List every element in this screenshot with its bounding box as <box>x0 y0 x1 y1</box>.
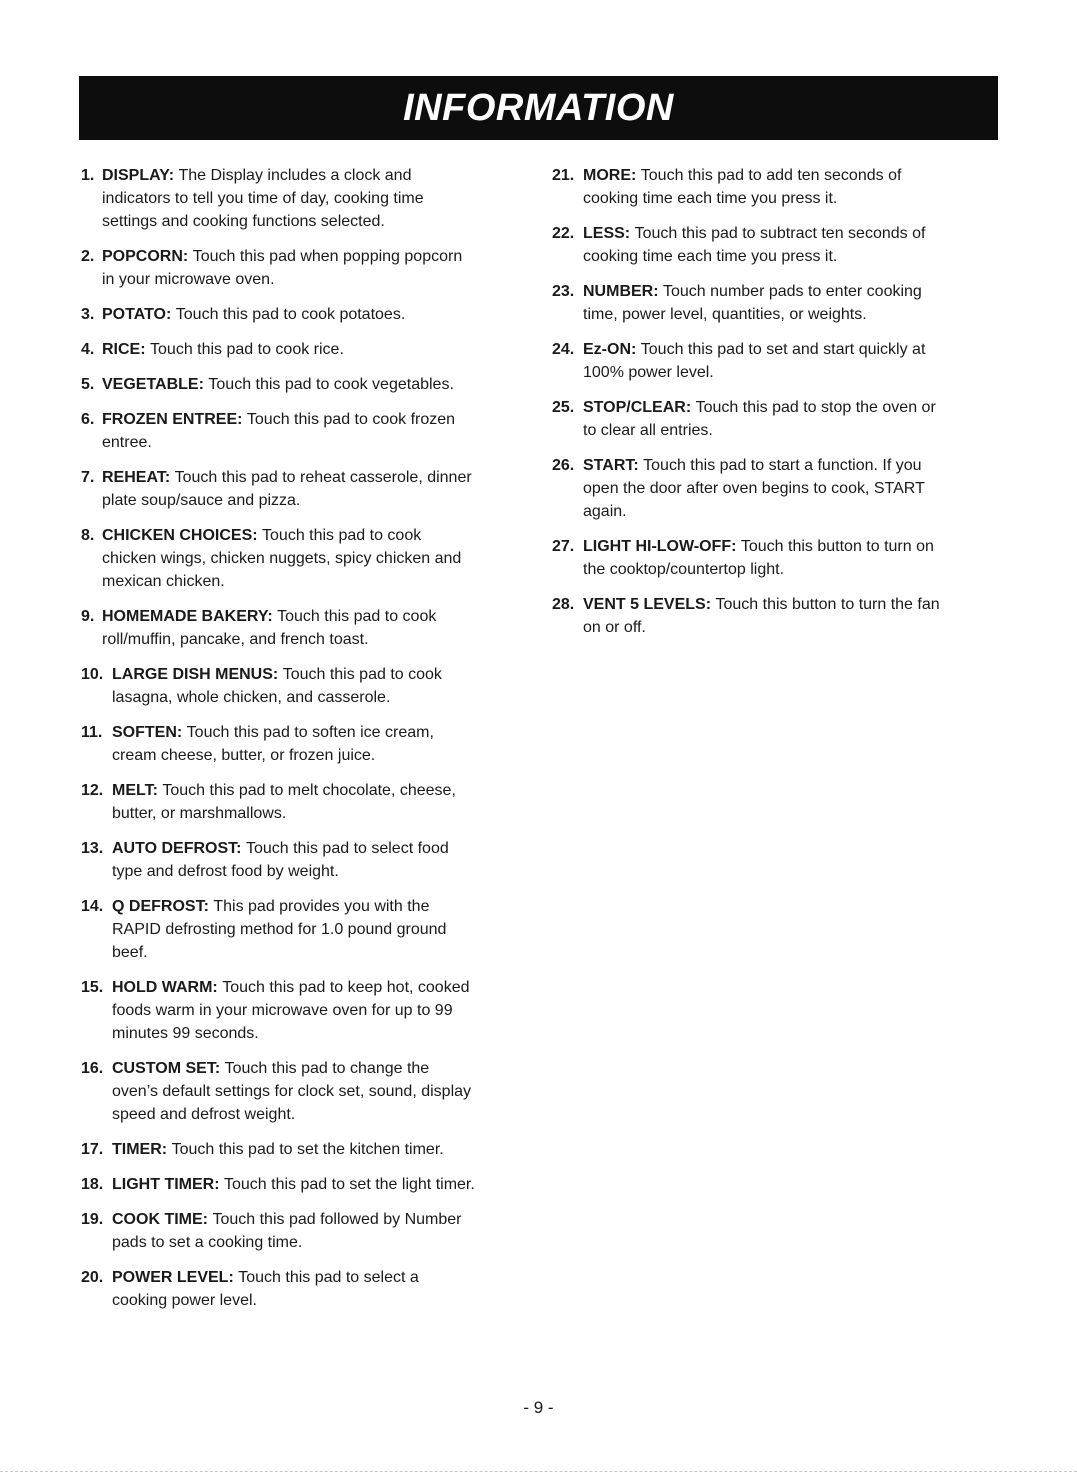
item-description: settings and cooking functions selected. <box>102 213 385 230</box>
item-number: 3. <box>81 306 95 323</box>
item-label: TIMER: <box>112 1141 168 1158</box>
item-label: SOFTEN: <box>112 724 183 741</box>
item-description: the cooktop/countertop light. <box>583 561 785 578</box>
item-description: roll/muffin, pancake, and french toast. <box>102 631 369 648</box>
list-item <box>81 1057 531 1126</box>
list-item <box>81 605 531 651</box>
item-label: CHICKEN CHOICES: <box>102 527 258 544</box>
item-description: Touch this pad to set the kitchen timer. <box>171 1141 444 1158</box>
list-item <box>81 1138 531 1161</box>
item-number: 19. <box>81 1211 104 1228</box>
item-number: 17. <box>81 1141 104 1158</box>
item-description: again. <box>583 503 627 520</box>
list-item <box>81 524 531 593</box>
item-number: 8. <box>81 527 95 544</box>
item-description: entree. <box>102 434 152 451</box>
list-item <box>552 454 997 523</box>
list-item <box>81 373 531 396</box>
item-number: 12. <box>81 782 104 799</box>
item-label: LIGHT TIMER: <box>112 1176 220 1193</box>
item-label: CUSTOM SET: <box>112 1060 221 1077</box>
item-description: Touch this pad to melt chocolate, cheese, <box>162 782 456 799</box>
item-label: LARGE DISH MENUS: <box>112 666 279 683</box>
item-description: Touch this pad when popping popcorn <box>192 248 463 265</box>
item-label: COOK TIME: <box>112 1211 208 1228</box>
list-item <box>81 303 531 326</box>
item-description: oven’s default settings for clock set, sound, display <box>112 1083 472 1100</box>
item-number: 4. <box>81 341 95 358</box>
item-label: REHEAT: <box>102 469 171 486</box>
item-number: 5. <box>81 376 95 393</box>
item-description: type and defrost food by weight. <box>112 863 339 880</box>
item-number: 14. <box>81 898 104 915</box>
list-item <box>552 593 997 639</box>
item-description: Touch number pads to enter cooking <box>663 283 922 300</box>
list-item <box>552 222 997 268</box>
item-description: in your microwave oven. <box>102 271 275 288</box>
item-description: indicators to tell you time of day, cooking time <box>102 190 424 207</box>
list-item <box>552 338 997 384</box>
list-item <box>81 779 531 825</box>
item-description: The Display includes a clock and <box>178 167 412 184</box>
item-label: NUMBER: <box>583 283 659 300</box>
item-label: START: <box>583 457 639 474</box>
list-item <box>552 164 997 210</box>
list-item <box>81 164 531 233</box>
item-description: cream cheese, butter, or frozen juice. <box>112 747 376 764</box>
item-number: 24. <box>552 341 575 358</box>
item-number: 22. <box>552 225 575 242</box>
item-number: 10. <box>81 666 104 683</box>
item-description: Touch this pad to cook potatoes. <box>175 306 406 323</box>
item-description: Touch this pad to cook rice. <box>150 341 344 358</box>
item-label: HOMEMADE BAKERY: <box>102 608 273 625</box>
section-banner <box>79 76 998 140</box>
list-item <box>81 895 531 964</box>
list-item <box>81 466 531 512</box>
item-label: Ez-ON: <box>583 341 637 358</box>
item-description: 100% power level. <box>583 364 714 381</box>
item-label: HOLD WARM: <box>112 979 218 996</box>
item-description: time, power level, quantities, or weights. <box>583 306 867 323</box>
item-label: LIGHT HI-LOW-OFF: <box>583 538 737 555</box>
list-item <box>81 408 531 454</box>
item-label: FROZEN ENTREE: <box>102 411 243 428</box>
item-description: Touch this pad to set and start quickly at <box>640 341 926 358</box>
item-description: RAPID defrosting method for 1.0 pound ground <box>112 921 447 938</box>
item-description: on or off. <box>583 619 646 636</box>
item-description: Touch this pad to cook <box>262 527 422 544</box>
item-label: VEGETABLE: <box>102 376 204 393</box>
list-item <box>81 663 531 709</box>
item-label: POWER LEVEL: <box>112 1269 234 1286</box>
item-description: Touch this pad to soften ice cream, <box>186 724 434 741</box>
item-description: Touch this button to turn on <box>740 538 934 555</box>
bottom-divider <box>0 1471 1077 1472</box>
item-label: MORE: <box>583 167 637 184</box>
list-item <box>552 280 997 326</box>
item-description: Touch this pad to change the <box>224 1060 430 1077</box>
item-label: LESS: <box>583 225 631 242</box>
item-description: minutes 99 seconds. <box>112 1025 259 1042</box>
item-description: plate soup/sauce and pizza. <box>102 492 301 509</box>
item-label: STOP/CLEAR: <box>583 399 692 416</box>
page-number: - 9 - <box>523 1398 554 1417</box>
item-description: Touch this pad to add ten seconds of <box>640 167 902 184</box>
item-label: MELT: <box>112 782 158 799</box>
item-number: 15. <box>81 979 104 996</box>
item-description: Touch this pad to set the light timer. <box>224 1176 475 1193</box>
item-label: POTATO: <box>102 306 172 323</box>
item-number: 1. <box>81 167 95 184</box>
item-label: VENT 5 LEVELS: <box>583 596 712 613</box>
item-number: 28. <box>552 596 575 613</box>
item-description: Touch this pad to reheat casserole, dinner <box>174 469 472 486</box>
item-description: cooking time each time you press it. <box>583 190 838 207</box>
page-title: INFORMATION <box>403 86 674 129</box>
item-description: Touch this pad to select food <box>245 840 449 857</box>
item-description: mexican chicken. <box>102 573 225 590</box>
item-label: DISPLAY: <box>102 167 175 184</box>
item-label: RICE: <box>102 341 146 358</box>
item-description: Touch this button to turn the fan <box>715 596 940 613</box>
item-description: Touch this pad to start a function. If you <box>643 457 922 474</box>
list-item <box>81 1266 531 1312</box>
item-description: to clear all entries. <box>583 422 713 439</box>
item-description: Touch this pad followed by Number <box>212 1211 462 1228</box>
item-description: lasagna, whole chicken, and casserole. <box>112 689 391 706</box>
list-item <box>81 1173 531 1196</box>
item-number: 23. <box>552 283 575 300</box>
item-number: 27. <box>552 538 575 555</box>
item-description: open the door after oven begins to cook, START <box>583 480 925 497</box>
item-number: 16. <box>81 1060 104 1077</box>
item-description: chicken wings, chicken nuggets, spicy chicken and <box>102 550 462 567</box>
item-number: 9. <box>81 608 95 625</box>
item-label: AUTO DEFROST: <box>112 840 242 857</box>
item-number: 13. <box>81 840 104 857</box>
item-label: Q DEFROST: <box>112 898 209 915</box>
item-description: speed and defrost weight. <box>112 1106 296 1123</box>
item-number: 7. <box>81 469 95 486</box>
list-item <box>81 721 531 767</box>
list-item <box>552 535 997 581</box>
item-description: cooking power level. <box>112 1292 257 1309</box>
item-number: 18. <box>81 1176 104 1193</box>
item-number: 11. <box>81 724 103 741</box>
list-item <box>81 338 531 361</box>
item-description: cooking time each time you press it. <box>583 248 838 265</box>
list-item <box>81 1208 531 1254</box>
list-item <box>81 245 531 291</box>
list-item <box>552 396 997 442</box>
item-number: 6. <box>81 411 95 428</box>
item-number: 21. <box>552 167 575 184</box>
item-description: This pad provides you with the <box>213 898 430 915</box>
item-description: Touch this pad to keep hot, cooked <box>222 979 470 996</box>
item-number: 2. <box>81 248 95 265</box>
item-label: POPCORN: <box>102 248 189 265</box>
item-description: Touch this pad to cook vegetables. <box>208 376 454 393</box>
item-number: 20. <box>81 1269 104 1286</box>
item-description: Touch this pad to cook <box>282 666 442 683</box>
item-description: pads to set a cooking time. <box>112 1234 303 1251</box>
item-description: Touch this pad to cook frozen <box>246 411 456 428</box>
item-number: 25. <box>552 399 575 416</box>
list-item <box>81 837 531 883</box>
item-description: foods warm in your microwave oven for up to 99 <box>112 1002 453 1019</box>
item-description: Touch this pad to subtract ten seconds of <box>634 225 926 242</box>
item-description: beef. <box>112 944 148 961</box>
item-description: Touch this pad to select a <box>238 1269 419 1286</box>
item-description: Touch this pad to cook <box>277 608 437 625</box>
item-number: 26. <box>552 457 575 474</box>
left-column <box>81 164 531 1324</box>
item-description: butter, or marshmallows. <box>112 805 287 822</box>
item-description: Touch this pad to stop the oven or <box>695 399 936 416</box>
right-column <box>552 164 997 651</box>
list-item <box>81 976 531 1045</box>
